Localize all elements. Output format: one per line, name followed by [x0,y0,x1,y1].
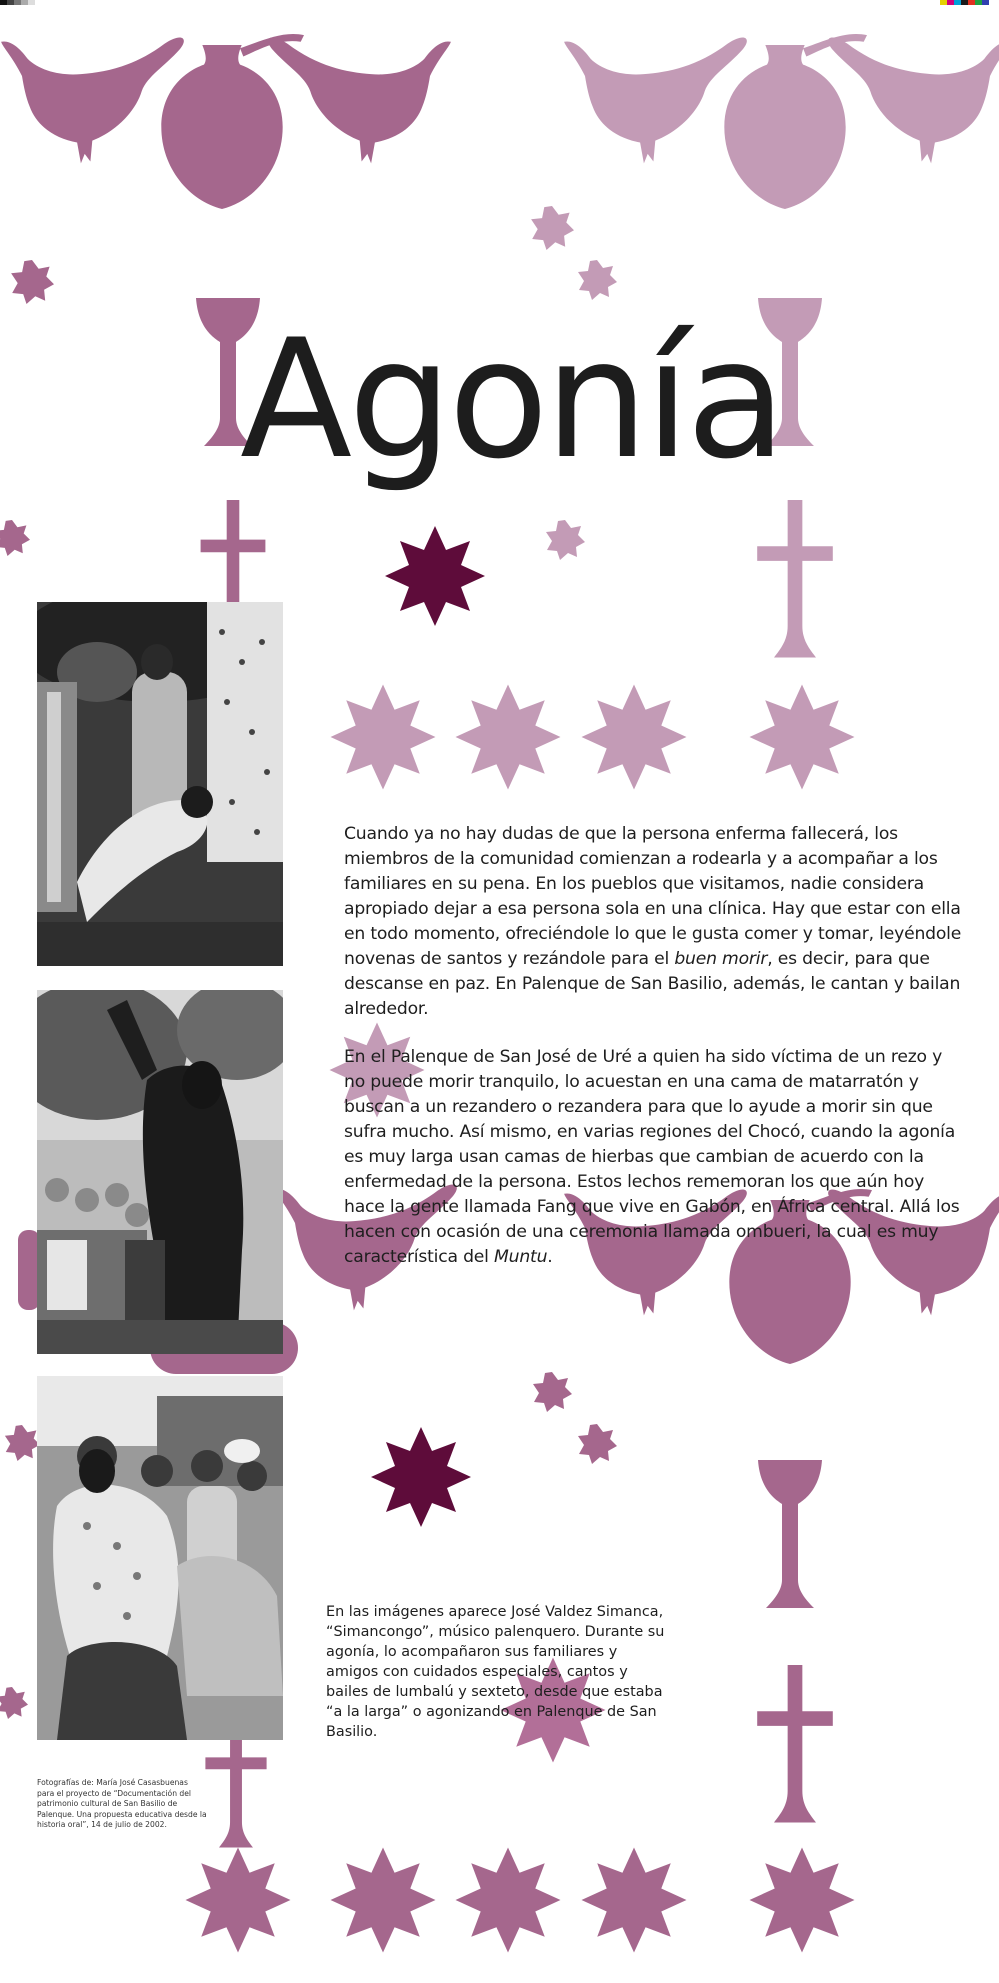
cross-icon [757,1665,833,1823]
star-icon [385,526,485,626]
mourning-women-photo [37,1376,283,1740]
star-icon [186,1848,291,1953]
registration-gray-bar [0,0,35,5]
body-paragraph-1 [344,822,964,1022]
goblet-icon [758,1460,822,1608]
bird-icon [564,37,747,163]
star-icon [331,685,436,790]
star-icon [750,1848,855,1953]
women-tending-dying-man-photo [37,602,283,966]
star-icon [456,685,561,790]
star-icon [456,1848,561,1953]
bird-icon [268,37,451,163]
bird-icon [1,37,184,163]
paragraph-1-text-end: , es decir, para que descanse en paz. En Palenque de San Basilio, además, le cantan y bailan alrededor. [344,949,961,1019]
cross-icon [757,500,833,658]
star-icon [582,1848,687,1953]
body-paragraph-2 [344,1045,964,1270]
registration-color-bar [940,0,989,5]
paragraph-2-text-end: . [547,1247,553,1267]
star-icon [371,1427,471,1527]
paragraph-2-emphasis: Muntu [494,1247,548,1267]
paragraph-1-text: Cuando ya no hay dudas de que la persona enferma fallecerá, los miembros de la comunidad comienzan a rodearla y a acompañar a los familiares en su pena. En los pueblos que visitamos, nadie considera apropiado dejar a esa persona sola en una clínica. Hay que estar con ella en todo momento, ofreciéndole lo que le gusta comer y tomar, leyéndole novenas de santos y rezándole para el [344,824,962,969]
jug-icon [161,34,304,209]
star-icon [750,685,855,790]
photo-credit: Fotografías de: María José Casasbuenas para el proyecto de “Documentación del patrimonio cultural de San Basilio de Palenque. Una propuesta educativa desde la historia oral”, 14 de julio de 2002. [37,1778,207,1829]
paragraph-2-text: En el Palenque de San José de Uré a quien ha sido víctima de un rezo y no puede morir tranquilo, lo acuestan en una cama de matarratón y buscan a un rezandero o rezandera para que lo ayude a morir sin que sufra mucho. Así mismo, en varias regiones del Chocó, cuando la agonía es muy larga usan camas de hierbas que cambian de acuerdo con la enfermedad de la persona. Estos lechos rememoran los que aún hoy hace la gente llamada Fang que vive en Gabón, en África central. Allá los hacen con ocasión de una ceremonia llamada ombueri, la cual es muy característica del [344,1047,960,1267]
star-icon [331,1848,436,1953]
bird-icon [828,37,999,163]
page-title: Agonía [240,304,783,495]
star-icon [582,685,687,790]
man-dancing-crowd-photo [37,990,283,1354]
paragraph-1-emphasis: buen morir [674,949,768,969]
photo-caption: En las imágenes aparece José Valdez Simanca, “Simancongo”, músico palenquero. Durante su agonía, lo acompañaron sus familiares y amigos con cuidados especiales, cantos y bailes de lumbalú y sexteto, desde que estaba “a la larga” o agonizando en Palenque de San Basilio. [326,1604,665,1740]
